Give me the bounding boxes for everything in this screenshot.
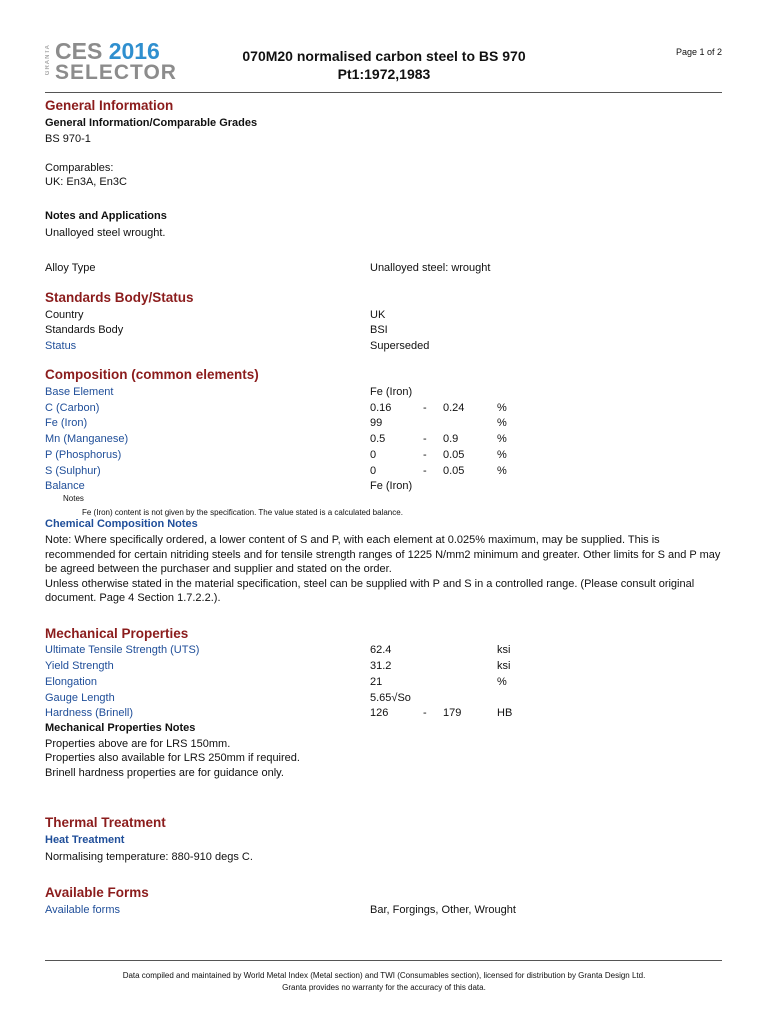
- manganese-max: 0.9: [443, 433, 459, 445]
- alloy-type-value: Unalloyed steel: wrought: [370, 262, 491, 274]
- mechanical-notes-heading: Mechanical Properties Notes: [45, 722, 196, 734]
- carbon-dash: -: [423, 402, 427, 414]
- title-line-1: 070M20 normalised carbon steel to BS 970: [242, 48, 526, 64]
- carbon-label: C (Carbon): [45, 402, 100, 414]
- phosphorus-unit: %: [497, 449, 507, 461]
- mechanical-properties-heading: Mechanical Properties: [45, 626, 189, 641]
- uts-value: 62.4: [370, 644, 392, 656]
- country-value: UK: [370, 309, 386, 321]
- yield-strength-label: Yield Strength: [45, 660, 114, 672]
- elongation-unit: %: [497, 676, 507, 688]
- hardness-dash: -: [423, 707, 427, 719]
- balance-label: Balance: [45, 480, 85, 492]
- thermal-treatment-heading: Thermal Treatment: [45, 815, 166, 830]
- header-divider: [45, 92, 722, 93]
- sulphur-max: 0.05: [443, 465, 465, 477]
- available-forms-heading: Available Forms: [45, 885, 149, 900]
- footer-line-1: Data compiled and maintained by World Metal Index (Metal section) and TWI (Consumables section), licensed for distribution by Granta Design Ltd.: [122, 971, 646, 980]
- sulphur-unit: %: [497, 465, 507, 477]
- chemical-composition-notes-text: Note: Where specifically ordered, a lower content of S and P, with each element at 0.025% maximum, may be supplied. This is recommended for certain nitriding steels and for tensile strength ranges of 1225 N/mm2 minimum and greater. Other limits for S and P may be agreed between the purchaser and supplier and stated on the order. Unless otherwise stated in the material specification, steel can be supplied with P and S in a controlled range. (Please consult original document. Page 4 Section 1.7.2.2.).: [45, 534, 721, 605]
- heat-treatment-text: Normalising temperature: 880-910 degs C.: [45, 851, 253, 863]
- standards-heading: Standards Body/Status: [45, 290, 194, 305]
- title-line-2: Pt1:1972,1983: [337, 66, 431, 82]
- elongation-value: 21: [370, 676, 383, 688]
- footer-divider: [45, 960, 722, 961]
- logo-ces-text: CES: [55, 38, 109, 64]
- manganese-label: Mn (Manganese): [45, 433, 129, 445]
- mechanical-note-3: Brinell hardness properties are for guidance only.: [45, 767, 284, 779]
- sulphur-label: S (Sulphur): [45, 465, 101, 477]
- uts-unit: ksi: [497, 644, 511, 656]
- balance-value: Fe (Iron): [370, 480, 413, 492]
- carbon-min: 0.16: [370, 402, 392, 414]
- available-forms-label: Available forms: [45, 904, 120, 916]
- sulphur-min: 0: [370, 465, 377, 477]
- iron-value: 99: [370, 417, 383, 429]
- footer-disclaimer: [0, 970, 768, 994]
- logo-year-text: 2016: [108, 38, 160, 64]
- hardness-label: Hardness (Brinell): [45, 707, 134, 719]
- phosphorus-max: 0.05: [443, 449, 465, 461]
- mechanical-note-2: Properties also available for LRS 250mm if required.: [45, 752, 300, 764]
- manganese-dash: -: [423, 433, 427, 445]
- iron-label: Fe (Iron): [45, 417, 88, 429]
- heat-treatment-subheading: Heat Treatment: [45, 834, 125, 846]
- uts-label: Ultimate Tensile Strength (UTS): [45, 644, 200, 656]
- status-value: Superseded: [370, 340, 430, 352]
- iron-unit: %: [497, 417, 507, 429]
- sulphur-dash: -: [423, 465, 427, 477]
- chemical-composition-notes-heading: Chemical Composition Notes: [45, 518, 198, 530]
- alloy-type-label: Alloy Type: [45, 262, 96, 274]
- carbon-max: 0.24: [443, 402, 465, 414]
- standard-text: BS 970-1: [45, 133, 91, 145]
- notes-applications-text: Unalloyed steel wrought.: [45, 227, 166, 239]
- elongation-label: Elongation: [45, 676, 97, 688]
- comparables-value: UK: En3A, En3C: [45, 176, 127, 188]
- gauge-length-value: 5.65√So: [370, 692, 411, 704]
- yield-strength-value: 31.2: [370, 660, 392, 672]
- comparables-label: Comparables:: [45, 162, 114, 174]
- country-label: Country: [45, 309, 84, 321]
- footer-line-2: Granta provides no warranty for the accuracy of this data.: [282, 983, 486, 992]
- logo-selector-text: SELECTOR: [55, 61, 177, 84]
- mechanical-note-1: Properties above are for LRS 150mm.: [45, 738, 231, 750]
- yield-strength-unit: ksi: [497, 660, 511, 672]
- hardness-max: 179: [443, 707, 462, 719]
- notes-applications-heading: Notes and Applications: [45, 210, 167, 222]
- hardness-unit: HB: [497, 707, 513, 719]
- manganese-unit: %: [497, 433, 507, 445]
- composition-notes-text: Fe (Iron) content is not given by the specification. The value stated is a calculated balance.: [82, 508, 403, 517]
- hardness-min: 126: [370, 707, 389, 719]
- composition-heading: Composition (common elements): [45, 367, 259, 382]
- page-number: Page 1 of 2: [675, 47, 722, 57]
- logo-granta-text: GRANTA: [45, 44, 51, 76]
- phosphorus-dash: -: [423, 449, 427, 461]
- base-element-label: Base Element: [45, 386, 114, 398]
- phosphorus-label: P (Phosphorus): [45, 449, 122, 461]
- gauge-length-label: Gauge Length: [45, 692, 115, 704]
- standards-body-label: Standards Body: [45, 324, 124, 336]
- manganese-min: 0.5: [370, 433, 386, 445]
- comparable-grades-subheading: General Information/Comparable Grades: [45, 117, 258, 129]
- base-element-value: Fe (Iron): [370, 386, 413, 398]
- general-information-heading: General Information: [45, 98, 174, 113]
- composition-notes-label: Notes: [63, 494, 84, 503]
- available-forms-value: Bar, Forgings, Other, Wrought: [370, 904, 516, 916]
- document-title: [0, 47, 768, 83]
- phosphorus-min: 0: [370, 449, 377, 461]
- standards-body-value: BSI: [370, 324, 388, 336]
- status-label: Status: [45, 340, 77, 352]
- carbon-unit: %: [497, 402, 507, 414]
